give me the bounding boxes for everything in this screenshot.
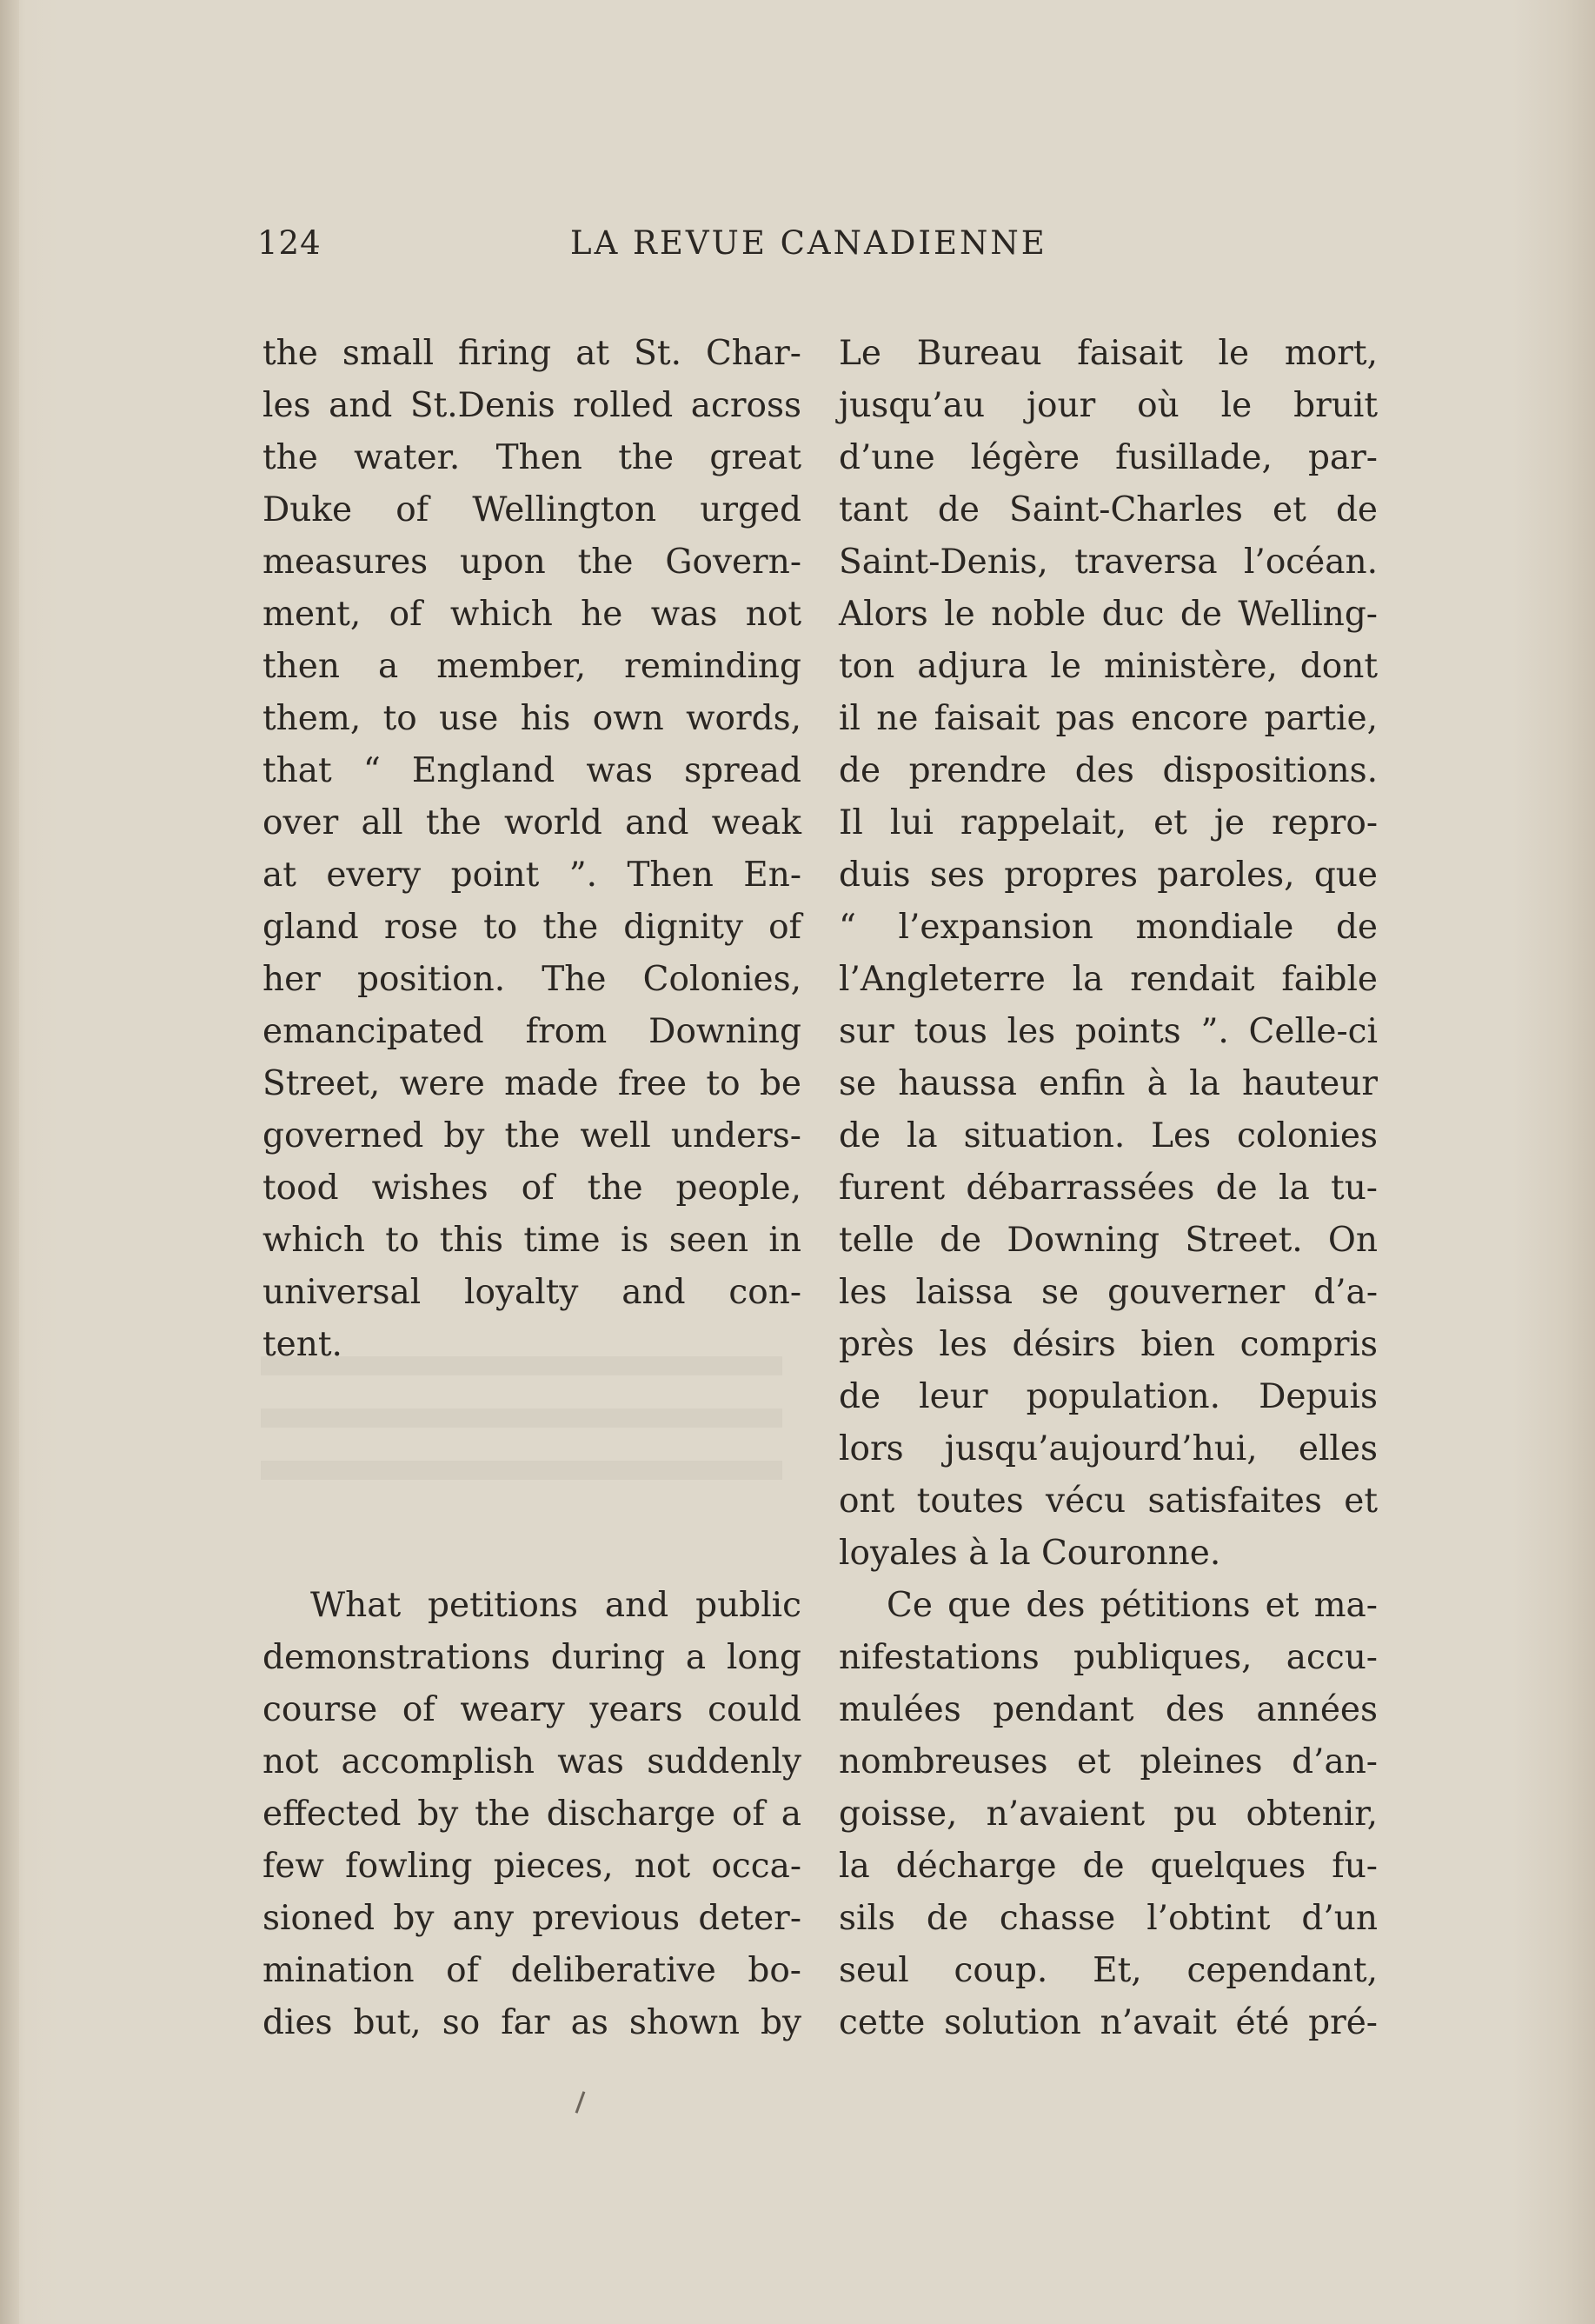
- text-line: les laissa se gouverner d’a-: [839, 1273, 1378, 1312]
- journal-title: LA REVUE CANADIENNE: [570, 224, 1047, 262]
- text-line: What petitions and public: [310, 1586, 801, 1625]
- text-line: Il lui rappelait, et je repro-: [839, 803, 1378, 842]
- text-line: mulées pendant des années: [839, 1690, 1378, 1729]
- text-line: effected by the discharge of a: [263, 1795, 801, 1834]
- page-number: 124: [257, 224, 322, 262]
- text-line: Alors le noble duc de Welling-: [839, 595, 1378, 634]
- text-line: sioned by any previous deter-: [263, 1899, 801, 1938]
- text-line: few fowling pieces, not occa-: [263, 1847, 801, 1886]
- text-line: emancipated from Downing: [263, 1012, 801, 1051]
- text-line: not accomplish was suddenly: [263, 1742, 801, 1781]
- text-line: Street, were made free to be: [263, 1064, 801, 1103]
- text-line: se haussa enfin à la hauteur: [839, 1064, 1378, 1103]
- text-line: de leur population. Depuis: [839, 1377, 1378, 1416]
- text-line: furent débarrassées de la tu-: [839, 1169, 1378, 1208]
- text-line: demonstrations during a long: [263, 1638, 801, 1677]
- text-line: tent.: [263, 1325, 342, 1364]
- text-line: mination of deliberative bo-: [263, 1951, 801, 1990]
- text-line: Le Bureau faisait le mort,: [839, 334, 1378, 373]
- french-paragraph-1: [839, 328, 1378, 1580]
- text-line: them, to use his own words,: [263, 699, 801, 738]
- text-line: ton adjura le ministère, dont: [839, 647, 1378, 686]
- text-line: près les désirs bien compris: [839, 1325, 1378, 1364]
- text-line: la décharge de quelques fu-: [839, 1847, 1378, 1886]
- french-paragraph-2: [839, 1580, 1378, 2049]
- text-line: dies but, so far as shown by: [263, 2003, 801, 2042]
- text-line: il ne faisait pas encore partie,: [839, 699, 1378, 738]
- text-line: sils de chasse l’obtint d’un: [839, 1899, 1378, 1938]
- text-line: ont toutes vécu satisfaites et: [839, 1482, 1378, 1521]
- text-line: loyales à la Couronne.: [839, 1534, 1221, 1573]
- text-line: governed by the well unders-: [263, 1116, 801, 1155]
- text-line: lors jusqu’aujourd’hui, elles: [839, 1429, 1378, 1468]
- text-line: course of weary years could: [263, 1690, 801, 1729]
- text-line: tood wishes of the people,: [263, 1169, 801, 1208]
- text-line: nifestations publiques, accu-: [839, 1638, 1378, 1677]
- text-line: ment, of which he was not: [263, 595, 801, 634]
- text-line: Saint-Denis, traversa l’océan.: [839, 543, 1378, 582]
- text-line: jusqu’au jour où le bruit: [839, 386, 1378, 425]
- text-line: universal loyalty and con-: [263, 1273, 801, 1312]
- text-line: gland rose to the dignity of: [263, 908, 801, 947]
- text-line: the water. Then the great: [263, 438, 801, 477]
- running-head: [257, 224, 1074, 276]
- text-line: at every point ”. Then En-: [263, 856, 801, 895]
- text-line: duis ses propres paroles, que: [839, 856, 1378, 895]
- text-line: then a member, reminding: [263, 647, 801, 686]
- text-line: measures upon the Govern-: [263, 543, 801, 582]
- pencil-mark: [575, 2091, 586, 2113]
- text-line: nombreuses et pleines d’an-: [839, 1742, 1378, 1781]
- text-line: telle de Downing Street. On: [839, 1221, 1378, 1260]
- column-gap: [263, 1371, 801, 1580]
- text-line: les and St.Denis rolled across: [263, 386, 801, 425]
- text-line: Duke of Wellington urged: [263, 490, 801, 529]
- text-line: which to this time is seen in: [263, 1221, 801, 1260]
- text-line: l’Angleterre la rendait faible: [839, 960, 1378, 999]
- english-paragraph-1: [263, 328, 801, 1371]
- text-line: d’une légère fusillade, par-: [839, 438, 1378, 477]
- text-line: seul coup. Et, cependant,: [839, 1951, 1378, 1990]
- french-column: [839, 328, 1378, 2049]
- text-line: sur tous les points ”. Celle-ci: [839, 1012, 1378, 1051]
- text-line: the small firing at St. Char-: [263, 334, 801, 373]
- text-line: de prendre des dispositions.: [839, 751, 1378, 790]
- english-column: [263, 328, 801, 2049]
- text-line: cette solution n’avait été pré-: [839, 2003, 1378, 2042]
- text-line: tant de Saint-Charles et de: [839, 490, 1378, 529]
- text-line: over all the world and weak: [263, 803, 801, 842]
- english-paragraph-2: [263, 1580, 801, 2049]
- text-line: her position. The Colonies,: [263, 960, 801, 999]
- page-spine-shadow: [0, 0, 19, 2324]
- text-line: that “ England was spread: [263, 751, 801, 790]
- text-line: de la situation. Les colonies: [839, 1116, 1378, 1155]
- text-line: “ l’expansion mondiale de: [839, 908, 1378, 947]
- text-line: Ce que des pétitions et ma-: [887, 1586, 1378, 1625]
- text-line: goisse, n’avaient pu obtenir,: [839, 1795, 1378, 1834]
